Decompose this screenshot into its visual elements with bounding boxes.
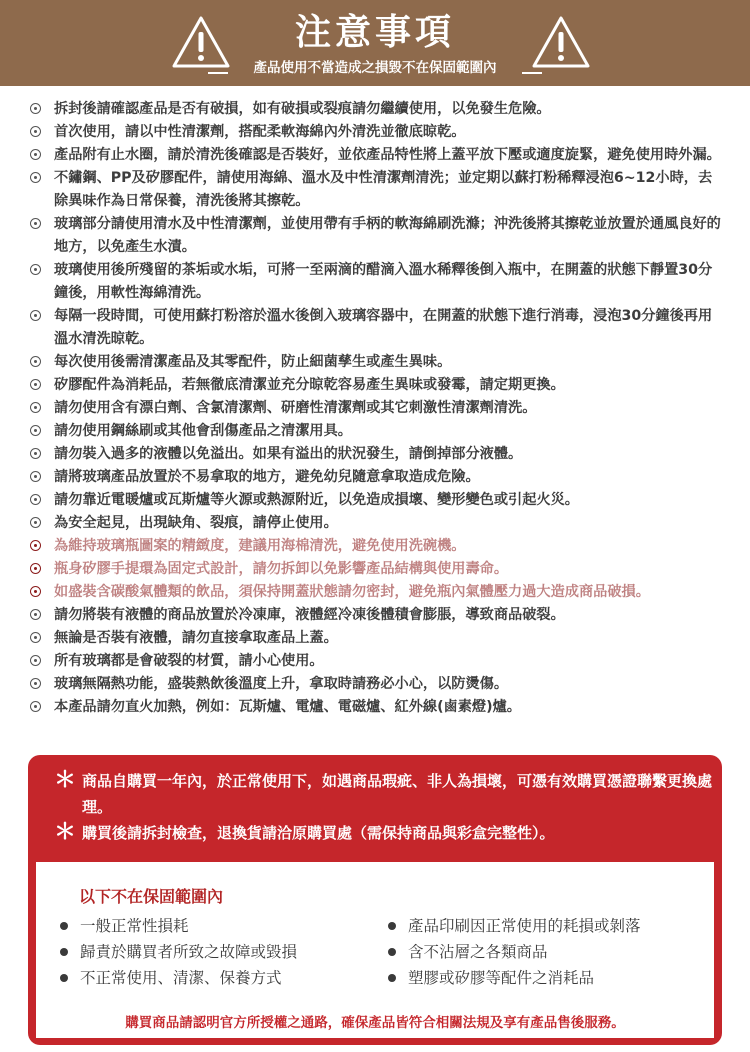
note-item: 本產品請勿直火加熱，例如：瓦斯爐、電爐、電磁爐、紅外線(鹵素燈)爐。 [24, 696, 724, 719]
circle-bullet-icon [30, 172, 41, 183]
dot-bullet-icon [60, 948, 68, 956]
note-item: 矽膠配件為消耗品，若無徹底清潔並充分晾乾容易產生異味或發霉，請定期更換。 [24, 374, 724, 397]
note-item: 請勿使用鋼絲刷或其他會刮傷產品之清潔用具。 [24, 420, 724, 443]
note-item: 玻璃無隔熱功能，盛裝熱飲後溫度上升，拿取時請務必小心，以防燙傷。 [24, 673, 724, 696]
circle-bullet-icon [30, 356, 41, 367]
asterisk-icon: ＊ [54, 820, 77, 845]
note-item: 請勿靠近電暖爐或瓦斯爐等火源或熱源附近，以免造成損壞、變形變色或引起火災。 [24, 489, 724, 512]
circle-bullet-icon [30, 586, 41, 597]
circle-bullet-icon [30, 494, 41, 505]
note-item: 請勿裝入過多的液體以免溢出。如果有溢出的狀況發生，請倒掉部分液體。 [24, 443, 724, 466]
circle-bullet-icon [30, 655, 41, 666]
authorized-channel-note: 購買商品請認明官方所授權之通路，確保產品皆符合相關法規及享有產品售後服務。 [125, 1015, 625, 1031]
dot-bullet-icon [60, 974, 68, 982]
exclusion-item: 不正常使用、清潔、保養方式 [58, 965, 297, 991]
note-item-highlight: 瓶身矽膠手提環為固定式設計，請勿拆卸以免影響產品結構與使用壽命。 [24, 558, 724, 581]
care-notes-list [24, 98, 724, 719]
note-item: 請將玻璃產品放置於不易拿取的地方，避免幼兒隨意拿取造成危險。 [24, 466, 724, 489]
note-item: 拆封後請確認產品是否有破損，如有破損或裂痕請勿繼續使用，以免發生危險。 [24, 98, 724, 121]
note-item: 產品附有止水圈，請於清洗後確認是否裝好，並依產品特性將上蓋平放下壓或適度旋緊，避免使用時外漏。 [24, 144, 724, 167]
exclusion-item: 產品印刷因正常使用的耗損或剝落 [386, 913, 641, 939]
note-item: 無論是否裝有液體，請勿直接拿取產品上蓋。 [24, 627, 724, 650]
dot-bullet-icon [388, 922, 396, 930]
note-item: 不鏽鋼、PP及矽膠配件，請使用海綿、溫水及中性清潔劑清洗；並定期以蘇打粉稀釋浸泡6~12小時，去除異味作為日常保養，清洗後將其擦乾。 [24, 167, 724, 213]
warranty-item: ＊ 購買後請拆封檢查，退換貨請洽原購買處（需保持商品與彩盒完整性）。 [54, 820, 555, 845]
note-item: 請勿使用含有漂白劑、含氯清潔劑、研磨性清潔劑或其它刺激性清潔劑清洗。 [24, 397, 724, 420]
circle-bullet-icon [30, 402, 41, 413]
note-item: 請勿將裝有液體的商品放置於冷凍庫，液體經冷凍後體積會膨脹，導致商品破裂。 [24, 604, 724, 627]
circle-bullet-icon [30, 379, 41, 390]
circle-bullet-icon [30, 678, 41, 689]
exclusion-item: 歸責於購買者所致之故障或毀損 [58, 939, 297, 965]
dot-bullet-icon [388, 948, 396, 956]
note-item-highlight: 如盛裝含碳酸氣體類的飲品，須保持開蓋狀態請勿密封，避免瓶內氣體壓力過大造成商品破損。 [24, 581, 724, 604]
warranty-text [54, 768, 714, 846]
circle-bullet-icon [30, 310, 41, 321]
circle-bullet-icon [30, 563, 41, 574]
circle-bullet-icon [30, 425, 41, 436]
note-item: 為安全起見，出現缺角、裂痕，請停止使用。 [24, 512, 724, 535]
circle-bullet-icon [30, 149, 41, 160]
circle-bullet-icon [30, 264, 41, 275]
warranty-item: ＊ 商品自購買一年內，於正常使用下，如遇商品瑕疵、非人為損壞，可憑有效購買憑證聯繫更換處理。 [54, 768, 713, 816]
note-item: 所有玻璃都是會破裂的材質，請小心使用。 [24, 650, 724, 673]
asterisk-icon: ＊ [54, 768, 77, 793]
note-item-highlight: 為維持玻璃瓶圖案的精緻度，建議用海棉清洗，避免使用洗碗機。 [24, 535, 724, 558]
circle-bullet-icon [30, 103, 41, 114]
circle-bullet-icon [30, 448, 41, 459]
circle-bullet-icon [30, 218, 41, 229]
circle-bullet-icon [30, 632, 41, 643]
exclusion-item: 一般正常性損耗 [58, 913, 297, 939]
page-title: 注意事項 [294, 12, 455, 53]
exclusions-left-column [58, 913, 297, 991]
circle-bullet-icon [30, 609, 41, 620]
note-item: 首次使用，請以中性清潔劑，搭配柔軟海綿內外清洗並徹底晾乾。 [24, 121, 724, 144]
note-item: 每隔一段時間，可使用蘇打粉溶於溫水後倒入玻璃容器中，在開蓋的狀態下進行消毒，浸泡30分鐘後再用溫水清洗晾乾。 [24, 305, 724, 351]
exclusion-item: 含不沾層之各類商品 [386, 939, 641, 965]
dot-bullet-icon [60, 922, 68, 930]
dot-bullet-icon [388, 974, 396, 982]
circle-bullet-icon [30, 701, 41, 712]
exclusions-right-column [386, 913, 641, 991]
exclusion-item: 塑膠或矽膠等配件之消耗品 [386, 965, 641, 991]
note-item: 玻璃部分請使用清水及中性清潔劑，並使用帶有手柄的軟海綿刷洗滌；沖洗後將其擦乾並放置於通風良好的地方，以免產生水漬。 [24, 213, 724, 259]
notice-header [0, 0, 750, 86]
page-subtitle: 產品使用不當造成之損毀不在保固範圍內 [253, 60, 497, 76]
exclusions-title: 以下不在保固範圍內 [79, 887, 224, 906]
note-item: 每次使用後需清潔產品及其零配件，防止細菌孳生或產生異味。 [24, 351, 724, 374]
circle-bullet-icon [30, 471, 41, 482]
circle-bullet-icon [30, 540, 41, 551]
circle-bullet-icon [30, 517, 41, 528]
circle-bullet-icon [30, 126, 41, 137]
note-item: 玻璃使用後所殘留的茶垢或水垢，可將一至兩滴的醋滴入溫水稀釋後倒入瓶中，在開蓋的狀態下靜置30分鐘後，用軟性海綿清洗。 [24, 259, 724, 305]
